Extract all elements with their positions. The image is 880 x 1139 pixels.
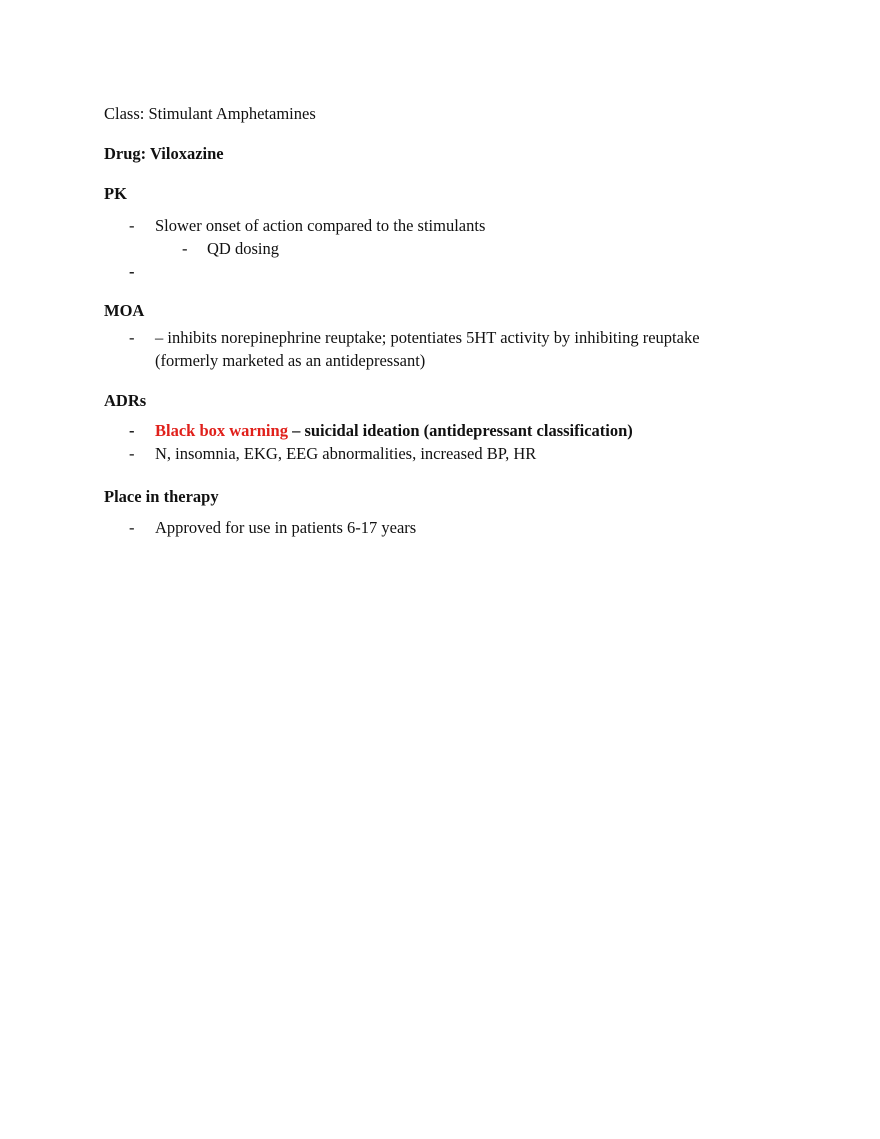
adrs-heading: ADRs (104, 391, 147, 410)
pk-bullet-2: - (129, 262, 135, 281)
black-box-warning-label: Black box warning (155, 421, 288, 440)
class-line: Class: Stimulant Amphetamines (104, 104, 316, 123)
black-box-warning-text: – suicidal ideation (antidepressant classification) (287, 421, 633, 440)
moa-item-1: – inhibits norepinephrine reuptake; potentiates 5HT activity by inhibiting reuptake (155, 328, 700, 347)
moa-item-1-continued: (formerly marketed as an antidepressant) (155, 351, 426, 370)
pk-bullet-1: - (129, 216, 135, 235)
pk-item-1: Slower onset of action compared to the stimulants (155, 216, 486, 235)
moa-bullet-1: - (129, 328, 135, 347)
place-item-1: Approved for use in patients 6-17 years (155, 518, 417, 537)
adrs-bullet-2: - (129, 444, 135, 463)
pk-subbullet-1: - (182, 239, 188, 258)
place-in-therapy-heading: Place in therapy (104, 487, 219, 506)
drug-heading: Drug: Viloxazine (104, 144, 224, 163)
adrs-item-2: N, insomnia, EKG, EEG abnormalities, increased BP, HR (155, 444, 537, 463)
moa-heading: MOA (104, 301, 145, 320)
pk-subitem-1: QD dosing (207, 239, 279, 258)
pk-heading: PK (104, 184, 127, 203)
adrs-bullet-1: - (129, 421, 135, 440)
place-bullet-1: - (129, 518, 135, 537)
adrs-warning-item (155, 421, 633, 441)
